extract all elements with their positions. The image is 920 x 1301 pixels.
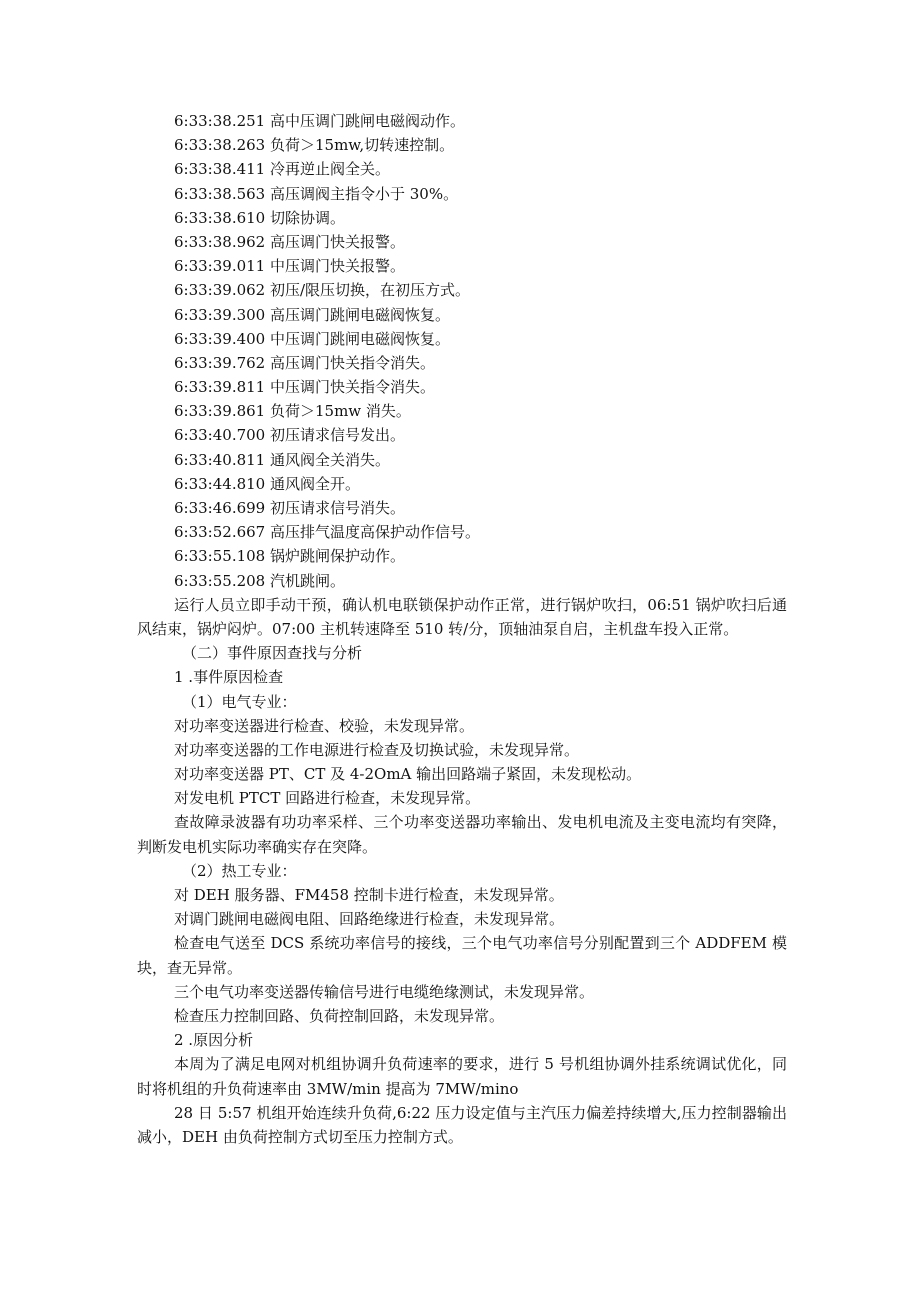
analysis-paragraph: 本周为了满足电网对机组协调升负荷速率的要求，进行 5 号机组协调外挂系统调试优化，同时将机组的升负荷速率由 3MW/min 提高为 7MW/mino <box>137 1055 787 1098</box>
list-item: 对 DEH 服务器、FM458 控制卡进行检查，未发现异常。 <box>174 886 564 905</box>
subsection-heading: 1 .事件原因检查 <box>174 668 284 687</box>
event-log-line: 6:33:38.263 负荷＞15mw,切转速控制。 <box>174 136 455 155</box>
event-log-line: 6:33:46.699 初压请求信号消失。 <box>174 499 405 517</box>
subsection-heading: 2 .原因分析 <box>174 1031 254 1050</box>
event-log-line: 6:33:39.011 中压调门快关报警。 <box>174 257 405 276</box>
list-item: 对功率变送器进行检查、校验，未发现异常。 <box>174 716 475 735</box>
list-item: 对发电机 PTCT 回路进行检查，未发现异常。 <box>174 789 481 808</box>
thermal-heading: （2）热工专业： <box>182 861 297 880</box>
event-log-line: 6:33:39.062 初压/限压切换，在初压方式。 <box>174 281 471 300</box>
event-log-line: 6:33:40.811 通风阀全关消失。 <box>174 450 390 469</box>
list-item: 对功率变送器 PT、CT 及 4-2OmA 输出回路端子紧固，未发现松动。 <box>174 765 642 784</box>
electrical-paragraph: 查故障录波器有功功率采样、三个功率变送器功率输出、发电机电流及主变电流均有突降，判断发电机实际功率确实存在突降。 <box>137 813 787 856</box>
document-body <box>137 109 787 1149</box>
event-log <box>137 109 787 593</box>
event-log-line: 6:33:38.563 高压调阀主指令小于 30%。 <box>174 184 459 203</box>
list-item: 对调门跳闸电磁阀电阻、回路绝缘进行检查，未发现异常。 <box>174 910 565 929</box>
event-log-line: 6:33:39.811 中压调门快关指令消失。 <box>174 378 435 397</box>
thermal-paragraph: 检查电气送至 DCS 系统功率信号的接线，三个电气功率信号分别配置到三个 ADDFEM 模块，查无异常。 <box>137 934 787 977</box>
list-item: 对功率变送器的工作电源进行检查及切换试验，未发现异常。 <box>174 740 580 759</box>
event-log-line: 6:33:38.610 切除协调。 <box>174 208 345 227</box>
event-log-line: 6:33:38.411 冷再逆止阀全关。 <box>174 160 390 179</box>
event-log-line: 6:33:39.400 中压调门跳闸电磁阀恢复。 <box>174 329 450 348</box>
operator-paragraph: 运行人员立即手动干预，确认机电联锁保护动作正常，进行锅炉吹扫，06:51 锅炉吹扫后通风结束，锅炉闷炉。07:00 主机转速降至 510 转/分，顶轴油泵自启，主机盘车投入正常。 <box>137 595 787 638</box>
event-log-line: 6:33:38.251 高中压调门跳闸电磁阀动作。 <box>174 112 465 130</box>
event-log-line: 6:33:39.861 负荷＞15mw 消失。 <box>174 402 411 421</box>
event-log-line: 6:33:40.700 初压请求信号发出。 <box>174 426 405 445</box>
event-log-line: 6:33:55.208 汽机跳闸。 <box>174 571 345 590</box>
section-heading: （二）事件原因查找与分析 <box>182 644 363 663</box>
event-log-line: 6:33:39.762 高压调门快关指令消失。 <box>174 353 435 372</box>
list-item: 三个电气功率变送器传输信号进行电缆绝缘测试，未发现异常。 <box>174 982 595 1001</box>
electrical-heading: （1）电气专业： <box>182 692 297 711</box>
event-log-line: 6:33:44.810 通风阀全开。 <box>174 474 360 493</box>
event-log-line: 6:33:39.300 高压调门跳闸电磁阀恢复。 <box>174 305 450 324</box>
event-log-line: 6:33:52.667 高压排气温度高保护动作信号。 <box>174 523 480 542</box>
event-log-line: 6:33:38.962 高压调门快关报警。 <box>174 232 405 251</box>
event-log-line: 6:33:55.108 锅炉跳闸保护动作。 <box>174 547 405 566</box>
list-item: 检查压力控制回路、负荷控制回路，未发现异常。 <box>174 1007 505 1026</box>
analysis-paragraph: 28 日 5:57 机组开始连续升负荷,6:22 压力设定值与主汽压力偏差持续增大,压力控制器输出减小，DEH 由负荷控制方式切至压力控制方式。 <box>137 1103 787 1147</box>
